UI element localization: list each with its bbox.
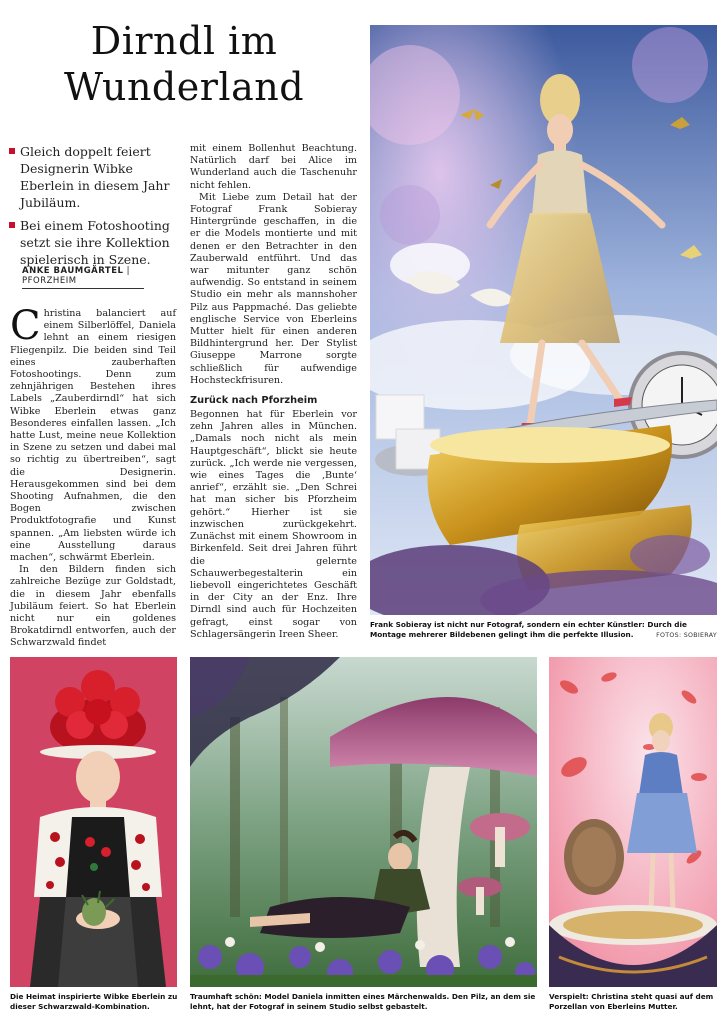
headline (14, 18, 354, 110)
red-square-bullet-icon (9, 148, 15, 154)
article-paragraph: Begonnen hat für Eberlein vor zehn Jahren alles in München. „Damals noch nicht als mein Hauptgeschäft“, blickt sie heute zurück. „Ich werde nie vergessen, wie eines Tages die ‚Bunte‘ anrief“, erzählt sie. „Den Schrei hat man sicher bis Pforzheim gehört.“ Hierher ist sie inzwischen zurückgekehrt. Zunächst mit einem Showroom in Birkenfeld. Seit drei Jahren führt die gelernte Schauwerbegestalterin ein liebevoll eingerichtetes Geschäft in der City an der Enz. Ihre Dirndl sind auch für Hochzeiten gefragt, einst sogar von Schlagersängerin Ireen Sheer. (190, 409, 357, 640)
main-photo-caption: Frank Sobieray ist nicht nur Fotograf, sondern ein echter Künstler: Durch die Montage mehrerer Bildebenen gelingt ihm die perfekte Illusion. (370, 620, 687, 639)
byline-location: PFORZHEIM (22, 276, 77, 286)
bollenhut-model-illustration (10, 657, 177, 987)
photo-bollenhut (10, 657, 177, 987)
intro-bullet: Bei einem Fotoshooting setzt sie ihre Kollektion spielerisch in Szene. (8, 217, 178, 268)
red-square-bullet-icon (9, 222, 15, 228)
photo-mushroom-forest (190, 657, 537, 987)
photo-porcelain (549, 657, 717, 987)
bollenhut-photo-caption: Die Heimat inspirierte Wibke Eberlein zu dieser Schwarzwald-Kombination. (10, 992, 178, 1011)
article-column-2 (190, 143, 357, 641)
article-paragraph: In den Bildern finden sich zahlreiche Bezüge zur Goldstadt, die in diesem Jahr ebenfalls Jubiläum feiert. So hat Eberlein nicht nur ein goldenes Brokatdirndl entworfen, auch der Schwarzwald findet (10, 564, 176, 649)
intro-bullet: Gleich doppelt feiert Designerin Wibke Eberlein in diesem Jahr Jubiläum. (8, 143, 178, 211)
byline-rule (22, 288, 144, 289)
mushroom-photo-caption: Traumhaft schön: Model Daniela inmitten eines Märchenwalds. Den Pilz, an dem sie lehnt, hat der Fotograf in seinem Studio selbst gebastelt. (190, 992, 536, 1011)
drop-cap: C (10, 303, 41, 349)
porcelain-photo-caption: Verspielt: Christina steht quasi auf dem Porzellan von Eberleins Mutter. (549, 992, 714, 1011)
article-paragraph: Christina balanciert auf einem Silberlöffel, Daniela lehnt an einem riesigen Fliegenpilz. Die beiden sind Teil eines zauberhaften Fotoshootings. Denn zum zehnjährigen Bestehen ihres Labels „Zauberdirndl“ hat sich Wibke Eberlein etwas ganz Besonderes einfallen lassen. „Ich hatte Lust, meine neue Kollektion in Szene zu setzen und dabei mal so richtig zu übertreiben“, sagt die Designerin. Herausgekommen sind bei dem Shooting Aufnahmen, die den Bogen zwischen Produktfotografie und Kunst spannen. „Am liebsten würde ich eine Ausstellung daraus machen“, schwärmt Eberlein. (10, 303, 176, 564)
main-photo (370, 25, 717, 615)
article-column-1 (10, 303, 176, 650)
byline-author: ANKE BAUMGÄRTEL (22, 266, 124, 276)
headline-line-1: Dirndl im (90, 19, 278, 63)
mushroom-forest-illustration (190, 657, 537, 987)
photo-credit: FOTOS: SOBIERAY (656, 632, 717, 639)
alice-on-spoon-illustration (370, 25, 717, 615)
headline-line-2: Wunderland (63, 65, 305, 109)
porcelain-teacup-illustration (549, 657, 717, 987)
byline (22, 266, 172, 286)
article-paragraph: Mit Liebe zum Detail hat der Fotograf Frank Sobieray Hintergründe geschaffen, in die er die Models montierte und mit denen er den Betrachter in den Zauberwald entführt. Und das war mitunter ganz schön aufwendig. So entstand in seinem Studio ein mehr als mannshoher Pilz aus Pappmaché. Das geliebte englische Service von Eberleins Mutter hielt für einen anderen Bildhintergrund her. Der Stylist Giuseppe Marrone sorgte schließlich für aufwendige Hochsteckfrisuren. (190, 191, 357, 386)
intro-bullets (8, 143, 178, 274)
article-subhead: Zurück nach Pforzheim (190, 395, 318, 407)
byline-separator: | (123, 266, 131, 276)
article-paragraph: mit einem Bollenhut Beachtung. Natürlich darf bei Alice im Wunderland auch die Taschenuhr nicht fehlen. (190, 143, 357, 191)
